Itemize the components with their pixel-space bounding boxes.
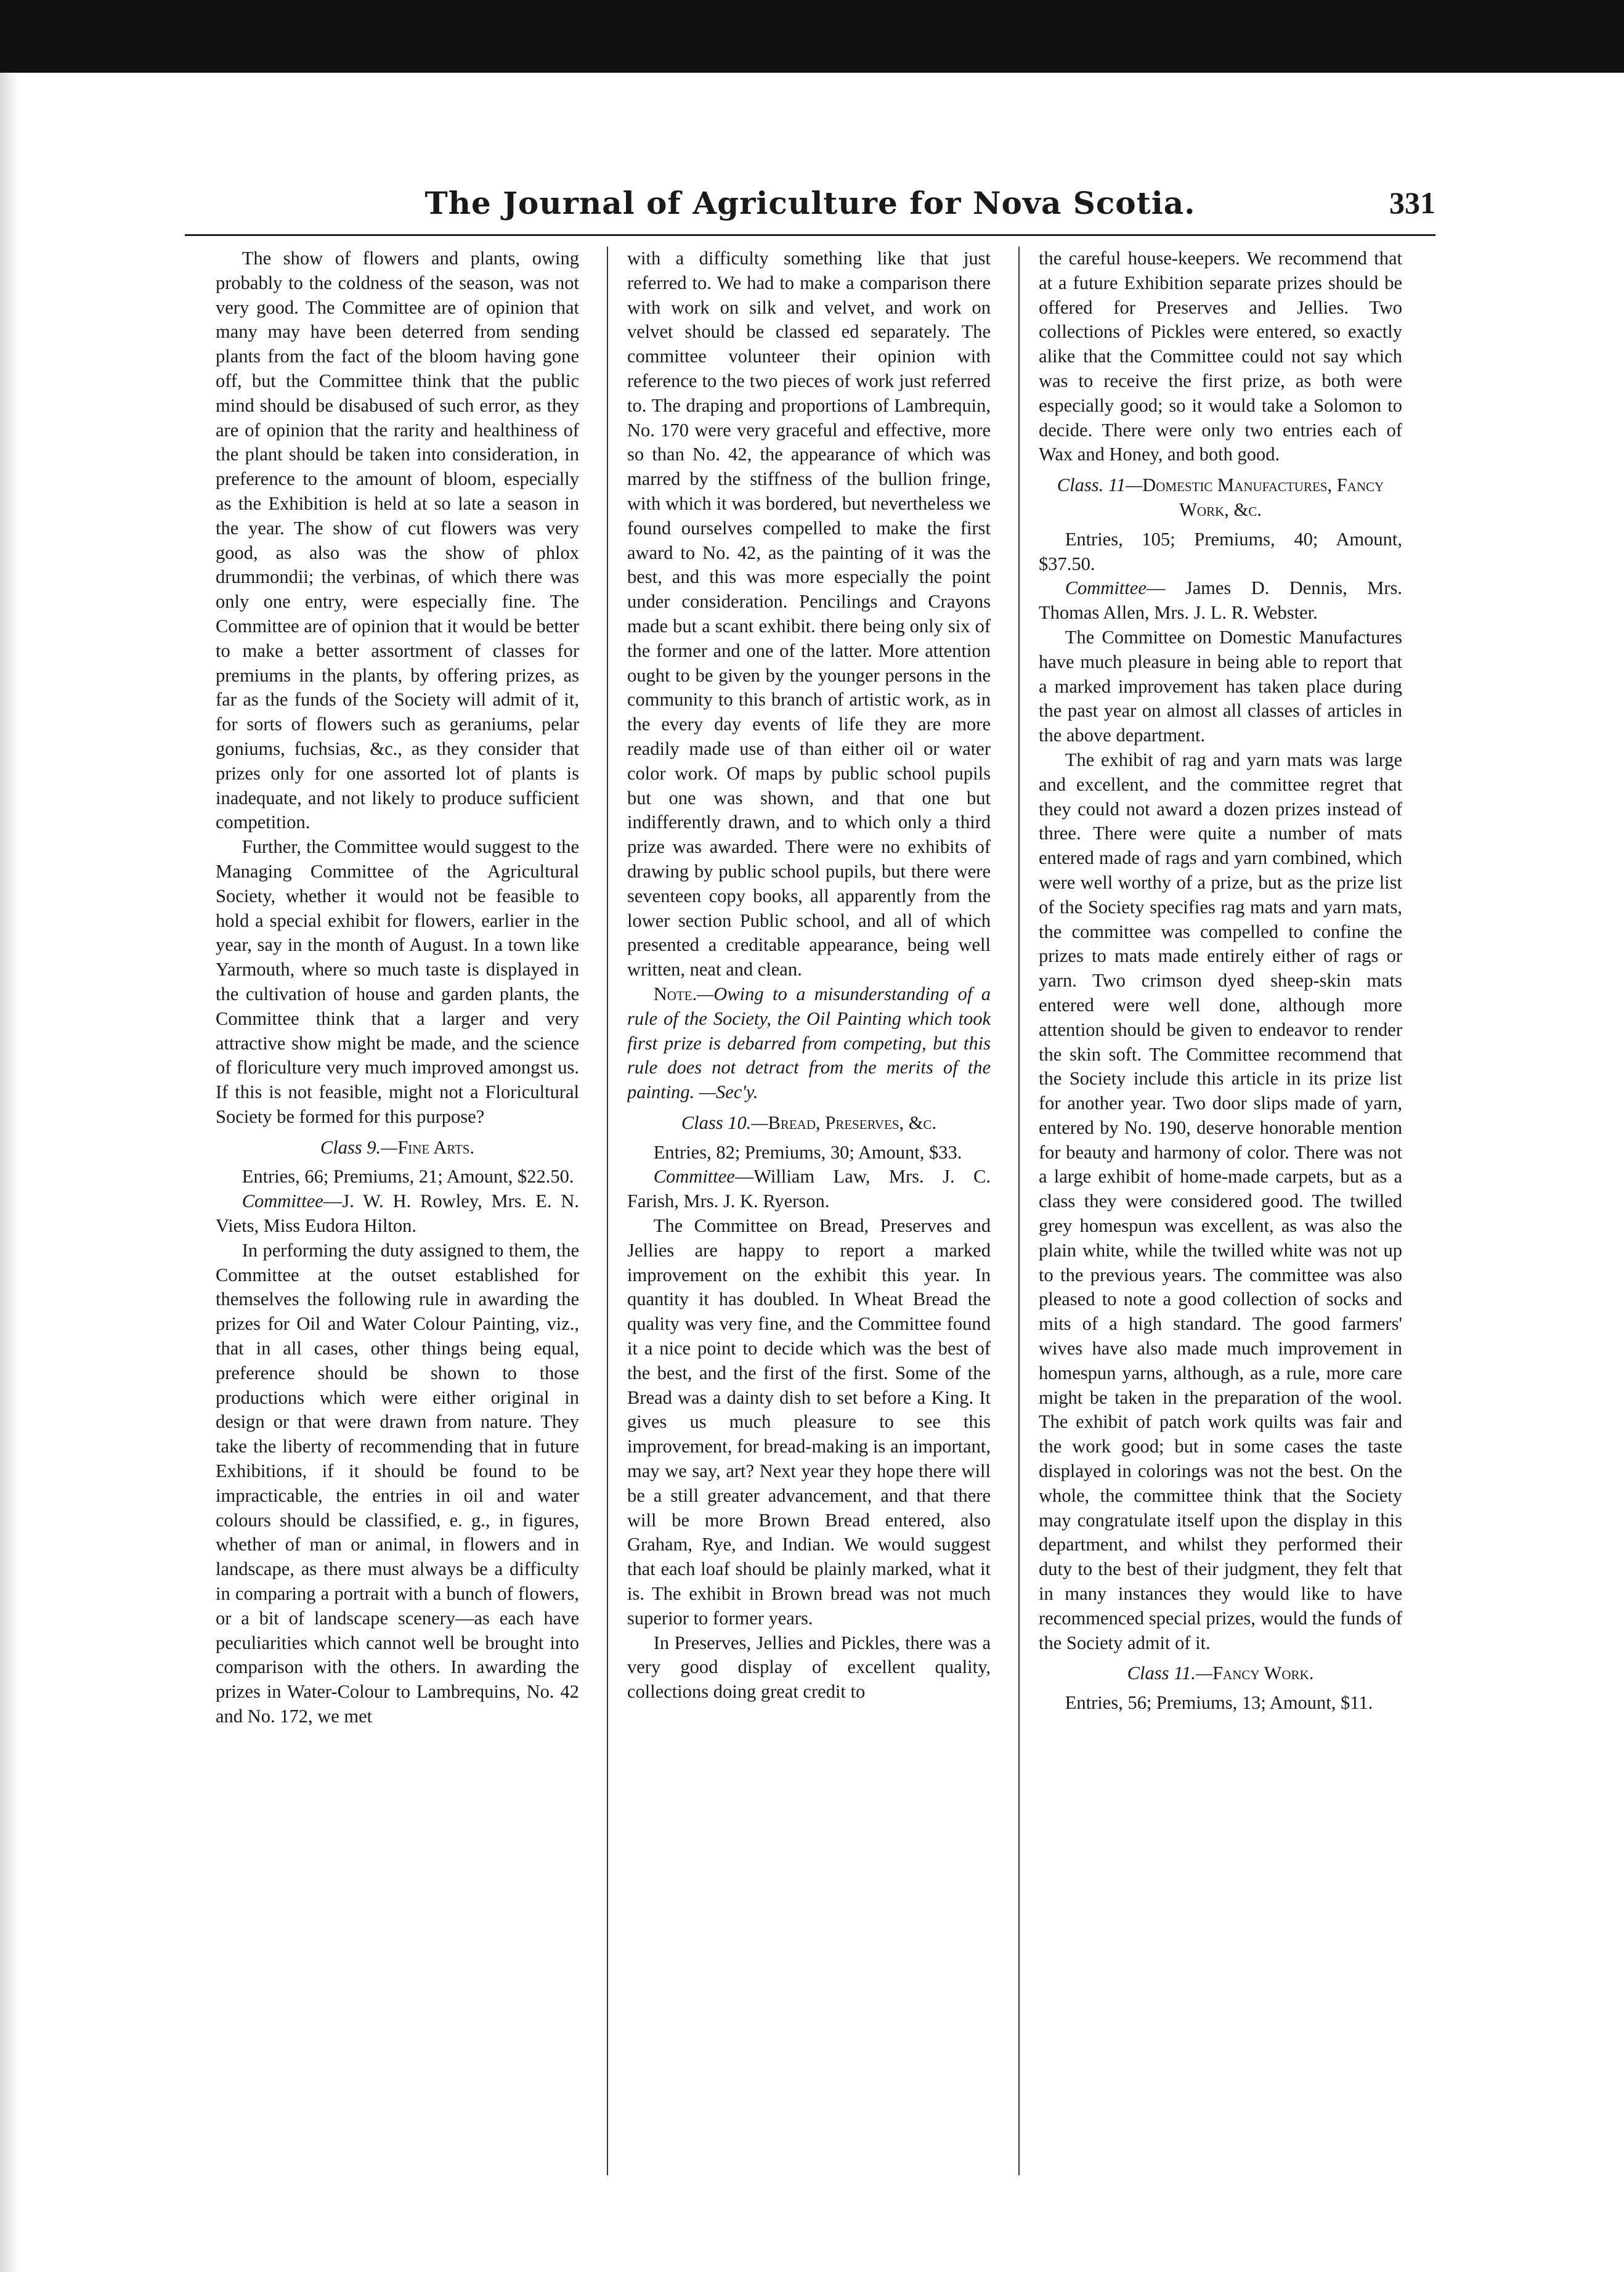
paragraph: with a difficulty something like that just referred to. We had to make a comparison there with work on silk and velvet, and work on velvet should be classed ed separately. The committee volunteer their opinion with reference to the two pieces of work just referred to. The draping and proportions of Lambrequin, No. 170 were very graceful and effective, more so than No. 42, the appearance of which was marred by the stiffness of the bullion fringe, with which it was bordered, but nevertheless we found ourselves compelled to make the first award to No. 42, as the painting of it was the best, and this was more especially the point under consideration. Pencilings and Crayons made but a scant exhibit. there being only six of the former and one of the latter. More attention ought to be given by the younger persons in the community to this branch of artistic work, as in the every day events of life they are more readily made use of than either oil or water color work. Of maps by public school pupils but one was shown, and that one but indifferently drawn, and to which only a third prize was awarded. There were no exhibits of drawing by public school pupils, but there were seventeen copy books, all apparently from the lower section Public school, and all of which presented a creditable appearance, being well written, neat and clean.	[627, 248, 991, 980]
paragraph: In Preserves, Jellies and Pickles, there was a very good display of excellent quality, collections doing great credit to	[627, 1632, 991, 1703]
paragraph: In performing the duty assigned to them, the Committee at the outset established for themselves the following rule in awarding the prizes for Oil and Water Colour Painting, viz., that in all cases, other things being equal, preference should be shown to those productions which were either original in design or that were drawn from nature. They take the liberty of recommending that in future Exhibitions, if it should be found to be impracticable, the entries in oil and water colours should be classified, e. g., in figures, whether of man or animal, in flowers and in landscape, as there must always be a difficulty in comparing a portrait with a bunch of flowers, or a bit of landscape scenery—as each have peculiarities which cannot well be brought into comparison with the others. In awarding the prizes in Water-Colour to Lambrequins, No. 42 and No. 172, we met	[216, 1239, 579, 1727]
entries-line: Entries, 56; Premiums, 13; Amount, $11.	[1065, 1692, 1373, 1714]
paragraph: The exhibit of rag and yarn mats was large and excellent, and the committee regret that they could not award a dozen prizes instead of three. There were quite a number of mats entered made of rags and yarn combined, which were well worthy of a prize, but as the prize list of the Society specifies rag mats and yarn mats, the committee was compelled to confine the prizes to mats made entirely either of rags or yarn. Two crimson dyed sheep-skin mats entered were well done, although more attention should be given to endeavor to render the skin soft. The Committee recommend that the Society include this article in its prize list for another year. Two door slips made of yarn, entered by No. 190, deserve honorable mention for beauty and harmony of color. There was not a large exhibit of home-made carpets, but as a class they were considered good. The twilled grey homespun was excellent, as was also the plain white, while the twilled white was not up to the previous years. The committee was also pleased to note a good collection of socks and mits of a high standard. The good farmers' wives have also made much improvement in homespun yarns, although, as a rule, more care might be taken in the preparation of the wool. The exhibit of patch work quilts was fair and the work good; but in some cases the taste displayed in colorings was not the best. On the whole, the committee think that the Society may congratulate itself upon the display in this department, and whilst they performed their duty to the best of their judgment, they felt that in many instances they would like to have recommenced special prizes, would the funds of the Society admit of it.	[1039, 749, 1402, 1653]
paragraph: The show of flowers and plants, owing probably to the coldness of the season, was not very good. The Committee are of opinion that many may have been deterred from sending plants from the fact of the bloom having gone off, but the Committee think that the public mind should be disabused of such error, as they are of opinion that the rarity and healthiness of the plant should be taken into consideration, in preference to the amount of bloom, especially as the Exhibition is held at so late a season in the year. The show of cut flowers was very good, as also was the show of phlox drummondii; the verbinas, of which there was only one entry, were especially fine. The Committee are of opinion that it would be better to make a better assortment of classes for premiums in the plants, by offering prizes, as far as the funds of the Society will admit of it, for sorts of flowers such as geraniums, pelar goniums, fuchsias, &c., as they consider that prizes only for one assorted lot of plants is inadequate, and not likely to produce sufficient competition.	[216, 248, 579, 833]
column-2	[627, 246, 991, 2169]
paragraph: The Committee on Bread, Preserves and Jellies are happy to report a marked improvement on the exhibit this year. In quantity it has doubled. In Wheat Bread the quality was very fine, and the Committee found it a nice point to decide which was the best of the best, and the first of the first. Some of the Bread was a dainty dish to set before a King. It gives us much pleasure to see this improvement, for bread-making is an important, may we say, art? Next year they hope there will be a still greater advancement, and that there will be more Brown Bread entered, also Graham, Rye, and Indian. We would suggest that each loaf should be plainly marked, what it is. The exhibit in Brown bread was not much superior to former years.	[627, 1215, 991, 1629]
section-heading	[1039, 473, 1402, 523]
column-1	[216, 246, 579, 2169]
class-name: Fine Arts.	[397, 1136, 475, 1158]
committee-members: —J. W. H. Rowley, Mrs. E. N. Viets, Miss Eudora Hilton.	[216, 1191, 579, 1237]
paragraph: The Committee on Domestic Manufactures have much pleasure in being able to report that a marked improvement has taken place during the past year on almost all classes of articles in the above department.	[1039, 626, 1402, 746]
note-label: Note.	[653, 983, 697, 1004]
note-signature: —Sec'y.	[699, 1081, 758, 1103]
note-text: —Owing to a misunderstanding of a rule of the Society, the Oil Painting which took first prize is debarred from competing, but this rule does not detract from the merits of the painting.	[627, 983, 991, 1103]
class-number: Class 9.—	[320, 1136, 398, 1158]
scan-top-border	[0, 0, 1624, 73]
header-rule	[185, 234, 1435, 236]
section-heading	[1039, 1661, 1402, 1686]
class-name: Bread, Preserves, &c.	[768, 1112, 937, 1133]
class-number: Class. 11—	[1057, 474, 1143, 496]
class-name: Domestic Manufactures, Fancy Work, &c.	[1142, 474, 1384, 520]
committee-label: Committee	[242, 1191, 323, 1212]
committee-members: —William Law, Mrs. J. C. Farish, Mrs. J. K. Ryerson.	[627, 1166, 991, 1212]
committee-members: — James D. Dennis, Mrs. Thomas Allen, Mrs. J. L. R. Webster.	[1039, 577, 1402, 624]
note	[627, 982, 991, 1105]
committee-label: Committee	[1065, 577, 1147, 599]
column-divider	[607, 246, 608, 2175]
committee-label: Committee	[653, 1166, 735, 1187]
page-header	[185, 185, 1435, 234]
committee-line	[216, 1189, 579, 1239]
committee-line	[1039, 576, 1402, 625]
page-number: 331	[1389, 185, 1435, 220]
scan-left-edge	[0, 73, 18, 2272]
section-heading	[216, 1136, 579, 1160]
entries-line: Entries, 105; Premiums, 40; Amount, $37.50.	[1039, 528, 1402, 574]
class-name: Fancy Work.	[1212, 1663, 1314, 1684]
entries-line: Entries, 82; Premiums, 30; Amount, $33.	[653, 1141, 962, 1163]
column-3	[1039, 246, 1402, 2169]
class-number: Class 11.—	[1127, 1663, 1213, 1684]
committee-line	[627, 1165, 991, 1214]
paragraph: Further, the Committee would suggest to the Managing Committee of the Agricultural Society, whether it would not be feasible to hold a special exhibit for flowers, earlier in the year, say in the month of August. In a town like Yarmouth, where so much taste is displayed in the cultivation of house and garden plants, the Committee think that a larger and very attractive show might be made, and the science of floriculture very much improved amongst us. If this is not feasible, might not a Floricultural Society be formed for this purpose?	[216, 836, 579, 1127]
section-heading	[627, 1111, 991, 1136]
entries-line: Entries, 66; Premiums, 21; Amount, $22.50.	[242, 1166, 574, 1187]
class-number: Class 10.—	[681, 1112, 768, 1133]
journal-title: The Journal of Agriculture for Nova Scotia.	[424, 185, 1196, 221]
column-divider	[1018, 246, 1020, 2175]
paragraph: the careful house-keepers. We recommend that at a future Exhibition separate prizes should be offered for Preserves and Jellies. Two collections of Pickles were entered, so exactly alike that the Committee could not say which was to receive the first prize, as both were especially good; so it would take a Solomon to decide. There were only two entries each of Wax and Honey, and both good.	[1039, 248, 1402, 465]
